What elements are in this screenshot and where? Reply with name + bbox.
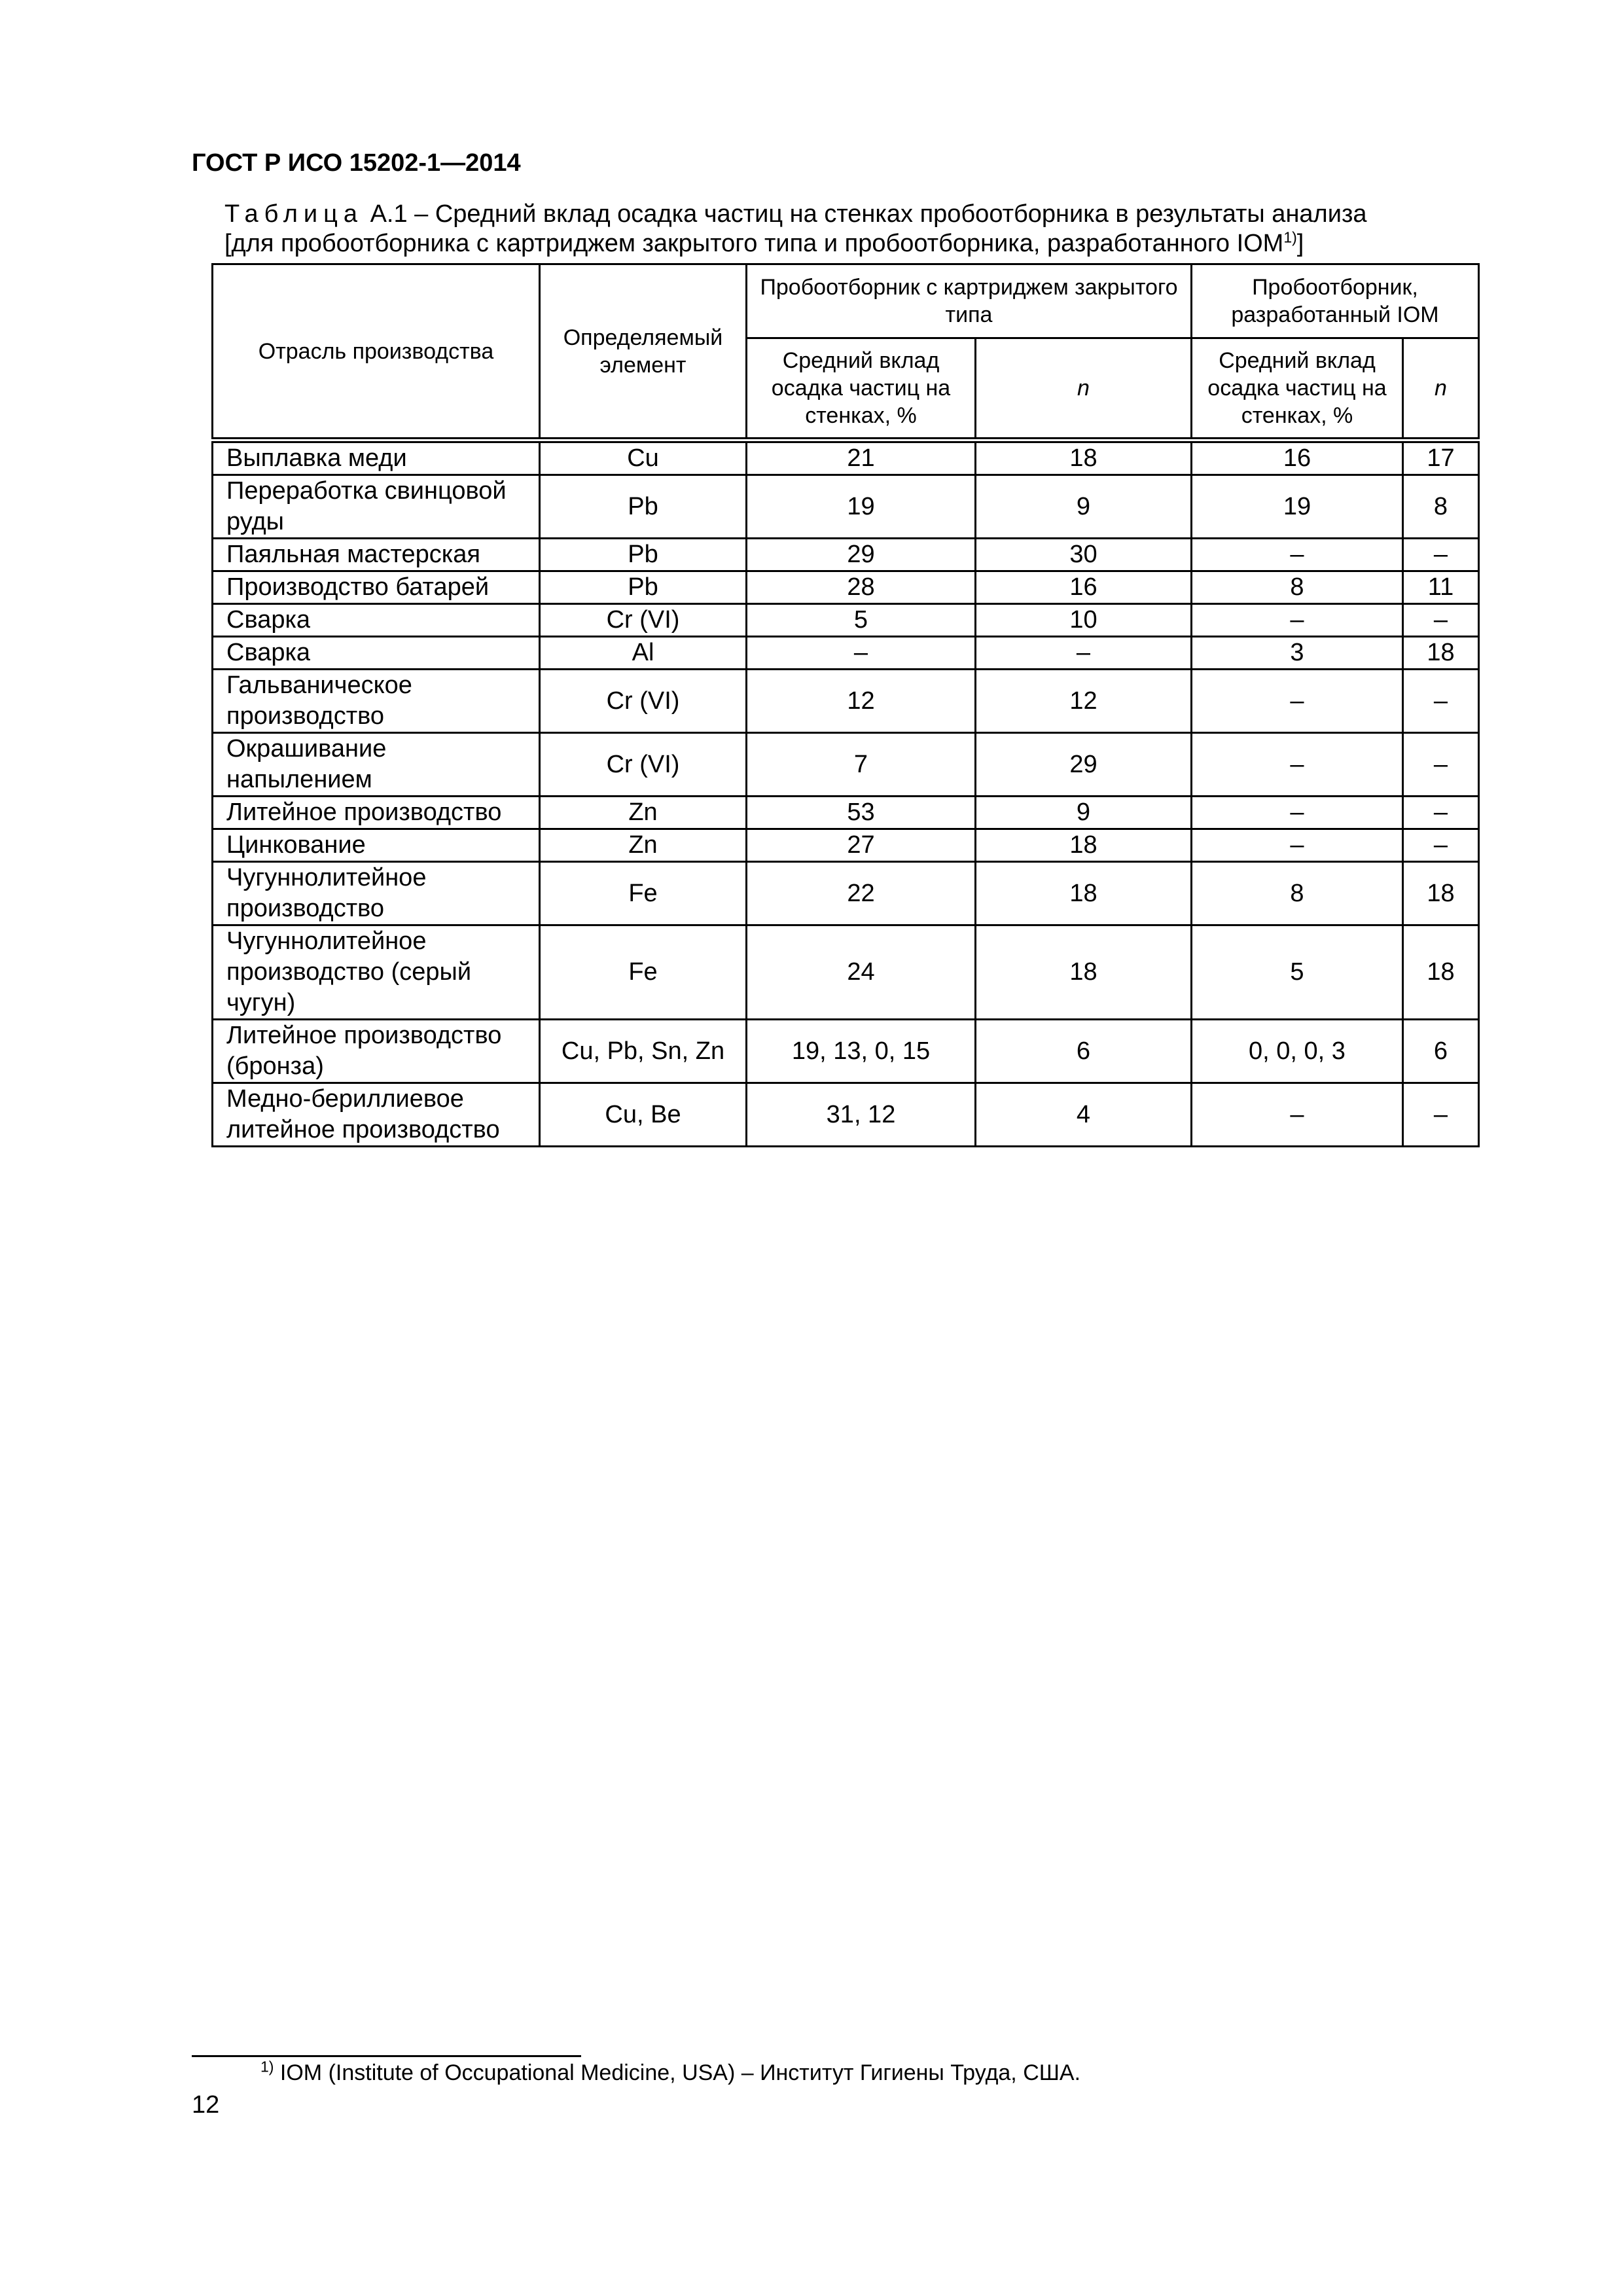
cell-n-iom: 11 bbox=[1403, 571, 1479, 604]
caption-title: А.1 – Средний вклад осадка частиц на стенках пробоотборника в результаты анализа bbox=[370, 200, 1367, 228]
table-row bbox=[213, 733, 1479, 797]
cell-element: Al bbox=[540, 637, 747, 670]
cell-n-iom: – bbox=[1403, 797, 1479, 829]
cell-avg-closed: 53 bbox=[747, 797, 976, 829]
cell-avg-iom: 19 bbox=[1192, 475, 1403, 539]
header-industry: Отрасль производства bbox=[213, 264, 540, 440]
cell-n-iom: – bbox=[1403, 829, 1479, 862]
cell-n-iom: – bbox=[1403, 733, 1479, 797]
table-row bbox=[213, 670, 1479, 733]
header-n-iom: n bbox=[1403, 338, 1479, 440]
cell-element: Cr (VI) bbox=[540, 670, 747, 733]
cell-n-closed: 9 bbox=[976, 475, 1192, 539]
caption-label: Таблица bbox=[224, 200, 363, 228]
cell-n-closed: 18 bbox=[976, 925, 1192, 1020]
cell-industry: Окрашивание напылением bbox=[213, 733, 540, 797]
cell-industry: Литейное производство (бронза) bbox=[213, 1020, 540, 1083]
cell-n-iom: – bbox=[1403, 539, 1479, 571]
table-row bbox=[213, 440, 1479, 475]
cell-element: Pb bbox=[540, 571, 747, 604]
cell-n-iom: 18 bbox=[1403, 925, 1479, 1020]
cell-avg-iom: 8 bbox=[1192, 862, 1403, 925]
cell-n-closed: 18 bbox=[976, 829, 1192, 862]
cell-industry: Паяльная мастерская bbox=[213, 539, 540, 571]
cell-n-closed: 12 bbox=[976, 670, 1192, 733]
cell-avg-iom: – bbox=[1192, 670, 1403, 733]
cell-industry: Чугуннолитейное производство (серый чугун) bbox=[213, 925, 540, 1020]
cell-element: Cu bbox=[540, 440, 747, 475]
table-body bbox=[213, 440, 1479, 1147]
cell-avg-closed: 24 bbox=[747, 925, 976, 1020]
cell-n-closed: 10 bbox=[976, 604, 1192, 637]
cell-industry: Переработка свинцовой руды bbox=[213, 475, 540, 539]
caption-line-2 bbox=[224, 229, 1494, 259]
cell-avg-iom: – bbox=[1192, 733, 1403, 797]
cell-avg-closed: 12 bbox=[747, 670, 976, 733]
cell-n-closed: 30 bbox=[976, 539, 1192, 571]
cell-element: Pb bbox=[540, 475, 747, 539]
footnote bbox=[260, 2058, 1080, 2087]
cell-n-closed: 29 bbox=[976, 733, 1192, 797]
cell-avg-iom: – bbox=[1192, 797, 1403, 829]
cell-industry: Выплавка меди bbox=[213, 440, 540, 475]
cell-avg-iom: – bbox=[1192, 1083, 1403, 1147]
cell-avg-closed: 28 bbox=[747, 571, 976, 604]
cell-n-iom: 17 bbox=[1403, 440, 1479, 475]
cell-avg-closed: 19 bbox=[747, 475, 976, 539]
table-row bbox=[213, 571, 1479, 604]
caption-subtitle: [для пробоотборника с картриджем закрытого типа и пробоотборника, разработанного IOM bbox=[224, 230, 1284, 257]
cell-avg-iom: 3 bbox=[1192, 637, 1403, 670]
cell-avg-closed: 27 bbox=[747, 829, 976, 862]
cell-avg-closed: 7 bbox=[747, 733, 976, 797]
table-row bbox=[213, 797, 1479, 829]
cell-n-closed: 18 bbox=[976, 862, 1192, 925]
cell-element: Zn bbox=[540, 829, 747, 862]
cell-n-iom: – bbox=[1403, 1083, 1479, 1147]
cell-avg-closed: 19, 13, 0, 15 bbox=[747, 1020, 976, 1083]
table-row bbox=[213, 604, 1479, 637]
cell-avg-iom: – bbox=[1192, 539, 1403, 571]
cell-element: Cu, Be bbox=[540, 1083, 747, 1147]
cell-n-closed: 18 bbox=[976, 440, 1192, 475]
cell-avg-closed: 29 bbox=[747, 539, 976, 571]
deposit-table bbox=[211, 263, 1480, 1147]
header-element: Определяемый элемент bbox=[540, 264, 747, 440]
table-row bbox=[213, 925, 1479, 1020]
cell-n-closed: 9 bbox=[976, 797, 1192, 829]
header-group-iom: Пробоотборник, разработанный IOM bbox=[1192, 264, 1479, 338]
table-caption bbox=[224, 200, 1494, 259]
table-row bbox=[213, 637, 1479, 670]
header-n-closed: n bbox=[976, 338, 1192, 440]
table-row bbox=[213, 862, 1479, 925]
header-group-closed: Пробоотборник с картриджем закрытого типа bbox=[747, 264, 1192, 338]
cell-n-iom: – bbox=[1403, 670, 1479, 733]
cell-n-closed: 16 bbox=[976, 571, 1192, 604]
cell-n-closed: 6 bbox=[976, 1020, 1192, 1083]
footnote-divider bbox=[192, 2055, 581, 2057]
cell-n-iom: 18 bbox=[1403, 637, 1479, 670]
cell-element: Fe bbox=[540, 925, 747, 1020]
cell-avg-iom: 8 bbox=[1192, 571, 1403, 604]
table-header bbox=[213, 264, 1479, 440]
table-row bbox=[213, 539, 1479, 571]
cell-industry: Производство батарей bbox=[213, 571, 540, 604]
cell-industry: Литейное производство bbox=[213, 797, 540, 829]
cell-avg-closed: 21 bbox=[747, 440, 976, 475]
cell-element: Fe bbox=[540, 862, 747, 925]
header-avg-iom: Средний вклад осадка частиц на стенках, % bbox=[1192, 338, 1403, 440]
cell-n-iom: – bbox=[1403, 604, 1479, 637]
cell-n-iom: 18 bbox=[1403, 862, 1479, 925]
cell-n-iom: 8 bbox=[1403, 475, 1479, 539]
cell-element: Pb bbox=[540, 539, 747, 571]
cell-n-closed: 4 bbox=[976, 1083, 1192, 1147]
cell-avg-closed: 22 bbox=[747, 862, 976, 925]
cell-n-iom: 6 bbox=[1403, 1020, 1479, 1083]
cell-avg-closed: 31, 12 bbox=[747, 1083, 976, 1147]
cell-avg-iom: – bbox=[1192, 829, 1403, 862]
cell-n-closed: – bbox=[976, 637, 1192, 670]
cell-industry: Цинкование bbox=[213, 829, 540, 862]
cell-element: Cu, Pb, Sn, Zn bbox=[540, 1020, 747, 1083]
cell-avg-closed: – bbox=[747, 637, 976, 670]
table-row bbox=[213, 1083, 1479, 1147]
cell-industry: Гальваническое производство bbox=[213, 670, 540, 733]
cell-industry: Сварка bbox=[213, 604, 540, 637]
table-row bbox=[213, 1020, 1479, 1083]
cell-avg-iom: 0, 0, 0, 3 bbox=[1192, 1020, 1403, 1083]
footnote-marker: 1) bbox=[260, 2058, 274, 2075]
cell-avg-iom: – bbox=[1192, 604, 1403, 637]
document-header: ГОСТ Р ИСО 15202-1—2014 bbox=[192, 149, 521, 177]
cell-industry: Чугуннолитейное производство bbox=[213, 862, 540, 925]
table-row bbox=[213, 475, 1479, 539]
cell-element: Zn bbox=[540, 797, 747, 829]
cell-avg-iom: 16 bbox=[1192, 440, 1403, 475]
cell-industry: Сварка bbox=[213, 637, 540, 670]
caption-footnote-ref: 1) bbox=[1283, 228, 1297, 246]
page-number: 12 bbox=[192, 2091, 220, 2119]
caption-closing-bracket: ] bbox=[1296, 230, 1304, 257]
cell-avg-closed: 5 bbox=[747, 604, 976, 637]
footnote-text: IOM (Institute of Occupational Medicine, USA) – Институт Гигиены Труда, США. bbox=[279, 2060, 1081, 2085]
cell-avg-iom: 5 bbox=[1192, 925, 1403, 1020]
cell-industry: Медно-бериллиевое литейное производство bbox=[213, 1083, 540, 1147]
table-row bbox=[213, 829, 1479, 862]
cell-element: Cr (VI) bbox=[540, 604, 747, 637]
caption-line-1 bbox=[224, 200, 1494, 229]
header-avg-closed: Средний вклад осадка частиц на стенках, % bbox=[747, 338, 976, 440]
cell-element: Cr (VI) bbox=[540, 733, 747, 797]
